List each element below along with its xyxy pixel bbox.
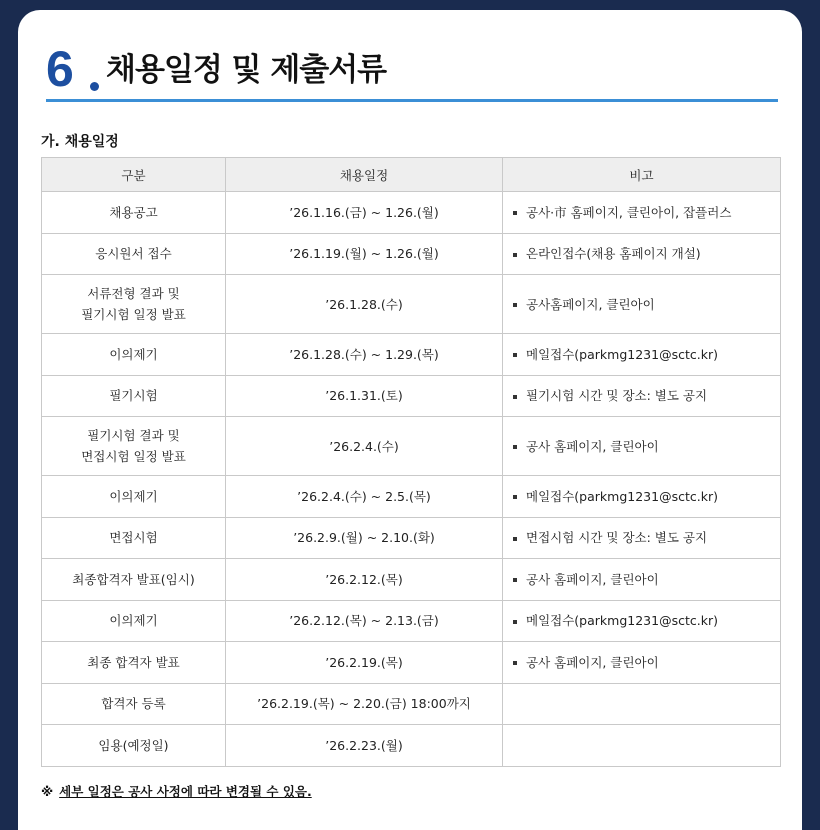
note-cell: [503, 192, 781, 234]
schedule-cell: ’26.2.4.(수): [226, 417, 503, 476]
category-cell: 면접시험: [42, 517, 226, 559]
category-line: 필기시험 일정 발표: [81, 307, 186, 322]
schedule-cell: ’26.2.12.(목): [226, 559, 503, 601]
table-row: [42, 417, 781, 476]
footnote: [41, 782, 312, 800]
bullet-icon: [513, 211, 517, 215]
note-cell-empty: [503, 683, 781, 725]
note-cell: [503, 334, 781, 376]
reference-mark-icon: ※: [41, 784, 54, 799]
schedule-cell: ’26.2.19.(목): [226, 642, 503, 684]
note-cell: [503, 375, 781, 417]
note-text: 공사 홈페이지, 클린아이: [526, 438, 659, 454]
table-row: [42, 725, 781, 767]
note-cell: [503, 517, 781, 559]
table-row: [42, 559, 781, 601]
note-text: 공사 홈페이지, 클린아이: [526, 571, 659, 587]
category-cell: 이의제기: [42, 334, 226, 376]
category-line: 면접시험 일정 발표: [81, 449, 186, 464]
note-text: 면접시험 시간 및 장소: 별도 공지: [526, 530, 708, 546]
bullet-icon: [513, 661, 517, 665]
schedule-cell: ’26.2.19.(목) ~ 2.20.(금) 18:00까지: [226, 683, 503, 725]
schedule-cell: ’26.1.16.(금) ~ 1.26.(월): [226, 192, 503, 234]
section-heading: [46, 40, 778, 102]
table-header-row: [42, 158, 781, 192]
category-cell: 최종 합격자 발표: [42, 642, 226, 684]
bullet-icon: [513, 445, 517, 449]
table-row: [42, 275, 781, 334]
note-cell-empty: [503, 725, 781, 767]
note-text: 공사 홈페이지, 클린아이: [526, 654, 659, 670]
table-row: [42, 517, 781, 559]
note-cell: [503, 600, 781, 642]
category-cell: 합격자 등록: [42, 683, 226, 725]
table-row: [42, 600, 781, 642]
note-cell: [503, 233, 781, 275]
table-row: [42, 476, 781, 518]
category-cell: 필기시험: [42, 375, 226, 417]
note-text: 공사홈페이지, 클린아이: [526, 296, 655, 312]
schedule-cell: ’26.1.31.(토): [226, 375, 503, 417]
category-line: 필기시험 결과 및: [87, 428, 180, 443]
category-cell: [42, 275, 226, 334]
category-line: 서류전형 결과 및: [87, 286, 180, 301]
schedule-cell: ’26.2.12.(목) ~ 2.13.(금): [226, 600, 503, 642]
category-cell: 이의제기: [42, 476, 226, 518]
table-row: [42, 642, 781, 684]
table-row: [42, 334, 781, 376]
column-header-schedule: 채용일정: [226, 158, 503, 192]
bullet-icon: [513, 253, 517, 257]
column-header-category: 구분: [42, 158, 226, 192]
subsection-title: 가. 채용일정: [41, 134, 119, 150]
bullet-icon: [513, 303, 517, 307]
bullet-icon: [513, 620, 517, 624]
category-cell: [42, 417, 226, 476]
category-cell: 이의제기: [42, 600, 226, 642]
schedule-cell: ’26.2.23.(월): [226, 725, 503, 767]
section-number: 6: [46, 41, 73, 97]
note-text: 필기시험 시간 및 장소: 별도 공지: [526, 388, 708, 404]
bullet-icon: [513, 495, 517, 499]
table-row: [42, 233, 781, 275]
category-cell: 응시원서 접수: [42, 233, 226, 275]
note-cell: [503, 476, 781, 518]
schedule-cell: ’26.1.28.(수) ~ 1.29.(목): [226, 334, 503, 376]
schedule-cell: ’26.2.4.(수) ~ 2.5.(목): [226, 476, 503, 518]
schedule-cell: ’26.1.19.(월) ~ 1.26.(월): [226, 233, 503, 275]
column-header-note: 비고: [503, 158, 781, 192]
note-text: 공사·市 홈페이지, 클린아이, 잡플러스: [526, 204, 732, 220]
note-text: 온라인접수(채용 홈페이지 개설): [526, 246, 701, 262]
table-row: [42, 683, 781, 725]
category-cell: 채용공고: [42, 192, 226, 234]
note-cell: [503, 642, 781, 684]
schedule-cell: ’26.1.28.(수): [226, 275, 503, 334]
schedule-cell: ’26.2.9.(월) ~ 2.10.(화): [226, 517, 503, 559]
footnote-text: 세부 일정은 공사 사정에 따라 변경될 수 있음.: [59, 784, 312, 799]
section-number-dot: [90, 82, 99, 91]
schedule-table: [41, 157, 781, 767]
section-title: 채용일정 및 제출서류: [106, 52, 387, 88]
category-cell: 임용(예정일): [42, 725, 226, 767]
bullet-icon: [513, 537, 517, 541]
note-text: 메일접수(parkmg1231@sctc.kr): [526, 613, 718, 629]
table-row: [42, 375, 781, 417]
note-cell: [503, 417, 781, 476]
note-cell: [503, 275, 781, 334]
note-cell: [503, 559, 781, 601]
table-row: [42, 192, 781, 234]
category-cell: 최종합격자 발표(임시): [42, 559, 226, 601]
note-text: 메일접수(parkmg1231@sctc.kr): [526, 488, 718, 504]
content-card: [18, 10, 802, 830]
bullet-icon: [513, 395, 517, 399]
bullet-icon: [513, 353, 517, 357]
bullet-icon: [513, 578, 517, 582]
note-text: 메일접수(parkmg1231@sctc.kr): [526, 346, 718, 362]
